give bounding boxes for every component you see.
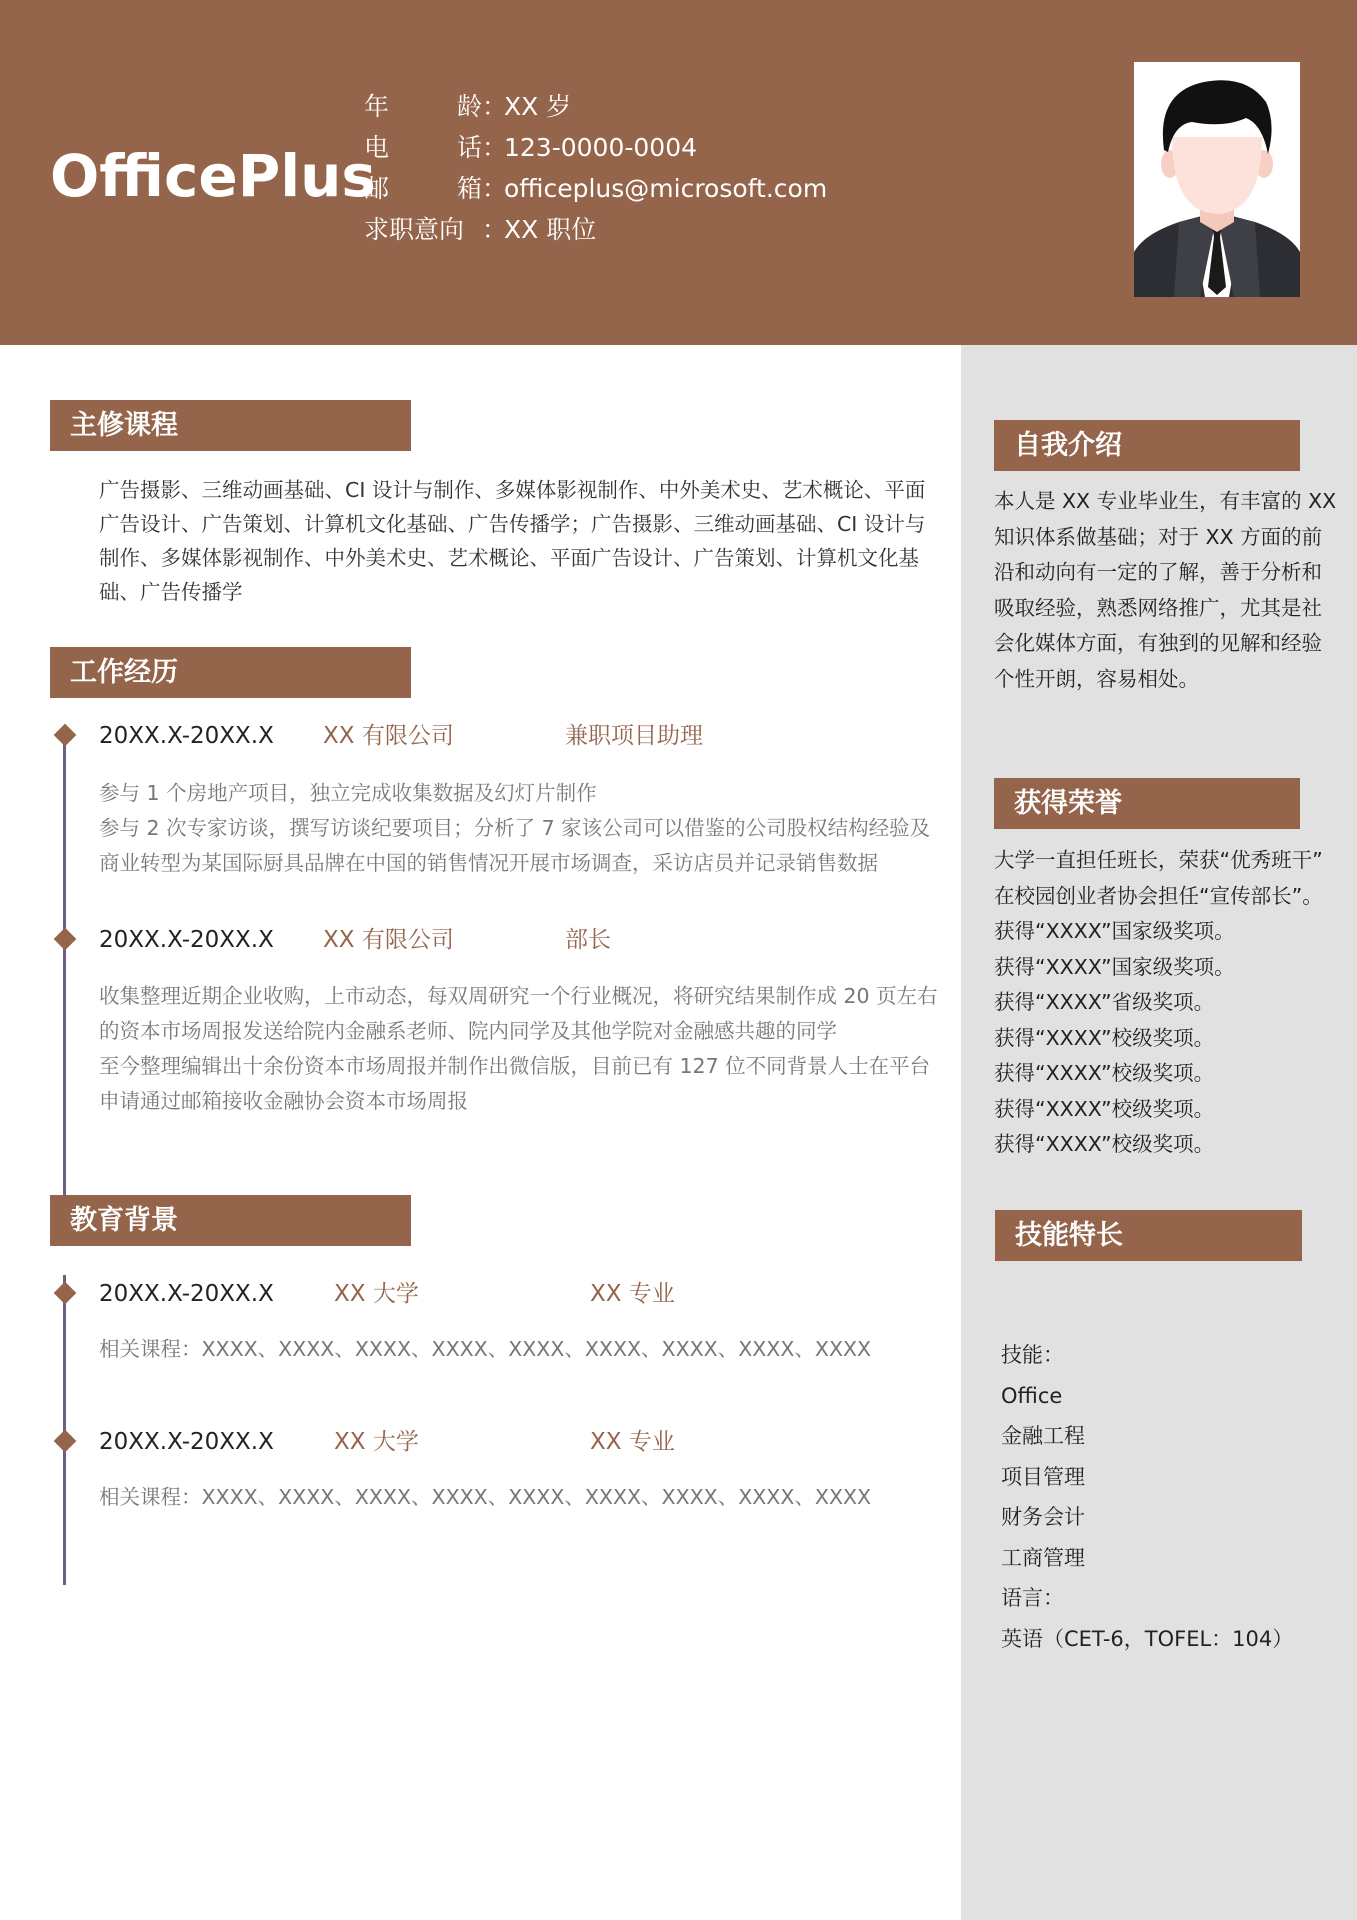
info-value: XX 职位 [504,215,597,244]
work-date: 20XX.X-20XX.X [99,927,274,953]
skill-line: 金融工程 [1001,1424,1085,1448]
edu-major: XX 专业 [590,1281,675,1307]
timeline-diamond-icon [54,1430,77,1453]
honor-line: 获得“XXXX”省级奖项。 [994,990,1215,1014]
info-label: 求职意向 [364,215,465,244]
section-header-intro: 自我介绍 [994,420,1300,471]
work-desc-line: 商业转型为某国际厨具品牌在中国的销售情况开展市场调查，采访店员并记录销售数据 [99,851,878,875]
edu-date: 20XX.X-20XX.X [99,1429,274,1455]
section-header-work: 工作经历 [50,647,411,698]
work-description [99,979,938,1119]
info-label: 年龄 [364,92,482,121]
work-company: XX 有限公司 [323,723,454,749]
info-row-age: 年龄 ： XX 岁 [364,86,827,127]
intro-line: 会化媒体方面，有独到的见解和经验 [994,631,1322,655]
section-header-honors: 获得荣誉 [994,778,1300,829]
info-row-phone: 电话 ： 123-0000-0004 [364,127,827,168]
skill-line: 财务会计 [1001,1505,1085,1529]
edu-courses [99,1332,929,1367]
info-value: officeplus@microsoft.com [504,174,828,203]
info-value: XX 岁 [504,92,572,121]
timeline-diamond-icon [54,1282,77,1305]
intro-line: 本人是 XX 专业毕业生，有丰富的 XX [994,489,1337,513]
avatar-illustration [1134,62,1300,297]
courses-text [99,473,939,609]
avatar-photo [1134,62,1300,297]
work-company: XX 有限公司 [323,927,454,953]
skill-line: 语言： [1001,1586,1064,1610]
honor-line: 获得“XXXX”校级奖项。 [994,1025,1215,1050]
skills-list [1001,1335,1293,1659]
edu-date: 20XX.X-20XX.X [99,1281,274,1307]
intro-line: 个性开朗，容易相处。 [994,666,1199,691]
work-desc-line: 参与 2 次专家访谈，撰写访谈纪要项目；分析了 7 家该公司可以借鉴的公司股权结构经验及 [99,816,931,840]
skill-line: 项目管理 [1001,1464,1085,1489]
section-header-skills: 技能特长 [995,1210,1302,1261]
edu-major: XX 专业 [590,1429,675,1455]
work-desc-line: 的资本市场周报发送给院内金融系老师、院内同学及其他学院对金融感共趣的同学 [99,1019,837,1043]
courses-line: 广告摄影、三维动画基础、CI 设计与制作、多媒体影视制作、中外美术史、艺术概论、平面 [99,478,926,502]
info-row-job-intention: 求职意向 ： XX 职位 [364,209,827,250]
work-desc-line: 至今整理编辑出十余份资本市场周报并制作出微信版，目前已有 127 位不同背景人士在平台 [99,1054,931,1078]
intro-text [994,484,1336,697]
courses-line: 制作、多媒体影视制作、中外美术史、艺术概论、平面广告设计、广告策划、计算机文化基 [99,546,919,570]
intro-line: 吸取经验，熟悉网络推广，尤其是社 [994,595,1322,620]
honor-line: 获得“XXXX”校级奖项。 [994,1096,1215,1121]
work-desc-line: 参与 1 个房地产项目，独立完成收集数据及幻灯片制作 [99,781,597,805]
skill-line: Office [1001,1383,1063,1408]
edu-school: XX 大学 [334,1281,419,1307]
courses-line: 广告设计、广告策划、计算机文化基础、广告传播学；广告摄影、三维动画基础、CI 设计与 [99,512,926,536]
work-timeline [63,735,66,1195]
info-value: 123-0000-0004 [504,133,698,162]
skill-line: 英语（CET-6，TOFEL：104） [1001,1626,1294,1651]
skill-line: 工商管理 [1001,1545,1085,1570]
honor-line: 获得“XXXX”国家级奖项。 [994,954,1235,979]
intro-line: 沿和动向有一定的了解，善于分析和 [994,560,1322,584]
edu-courses [99,1480,929,1515]
honor-line: 获得“XXXX”校级奖项。 [994,1061,1215,1085]
work-date: 20XX.X-20XX.X [99,723,274,749]
skill-line: 技能： [1001,1343,1064,1367]
resume-name: OfficePlus [50,142,376,210]
work-desc-line: 收集整理近期企业收购，上市动态，每双周研究一个行业概况，将研究结果制作成 20 页左右 [99,984,938,1008]
honor-line: 大学一直担任班长，荣获“优秀班干” [994,848,1323,872]
timeline-diamond-icon [54,928,77,951]
header-banner [0,0,1357,345]
timeline-diamond-icon [54,724,77,747]
edu-school: XX 大学 [334,1429,419,1455]
honor-line: 获得“XXXX”校级奖项。 [994,1132,1215,1156]
personal-info [364,86,827,250]
section-header-courses: 主修课程 [50,400,411,451]
info-row-email: 邮箱 ： officeplus@microsoft.com [364,168,827,209]
honors-text [994,843,1323,1163]
edu-courses-line: 相关课程：XXXX、XXXX、XXXX、XXXX、XXXX、XXXX、XXXX、XXXX、XXXX [99,1485,872,1509]
section-header-education: 教育背景 [50,1195,411,1246]
info-label: 电话 [364,133,482,162]
honor-line: 在校园创业者协会担任“宣传部长”。 [994,883,1323,908]
work-desc-line: 申请通过邮箱接收金融协会资本市场周报 [99,1089,468,1113]
work-role: 部长 [565,927,611,953]
info-label: 邮箱 [364,174,482,203]
work-description [99,776,929,881]
intro-line: 知识体系做基础；对于 XX 方面的前 [994,524,1323,549]
edu-courses-line: 相关课程：XXXX、XXXX、XXXX、XXXX、XXXX、XXXX、XXXX、XXXX、XXXX [99,1337,872,1361]
courses-line: 础、广告传播学 [99,580,243,604]
work-role: 兼职项目助理 [565,723,703,749]
honor-line: 获得“XXXX”国家级奖项。 [994,919,1235,943]
